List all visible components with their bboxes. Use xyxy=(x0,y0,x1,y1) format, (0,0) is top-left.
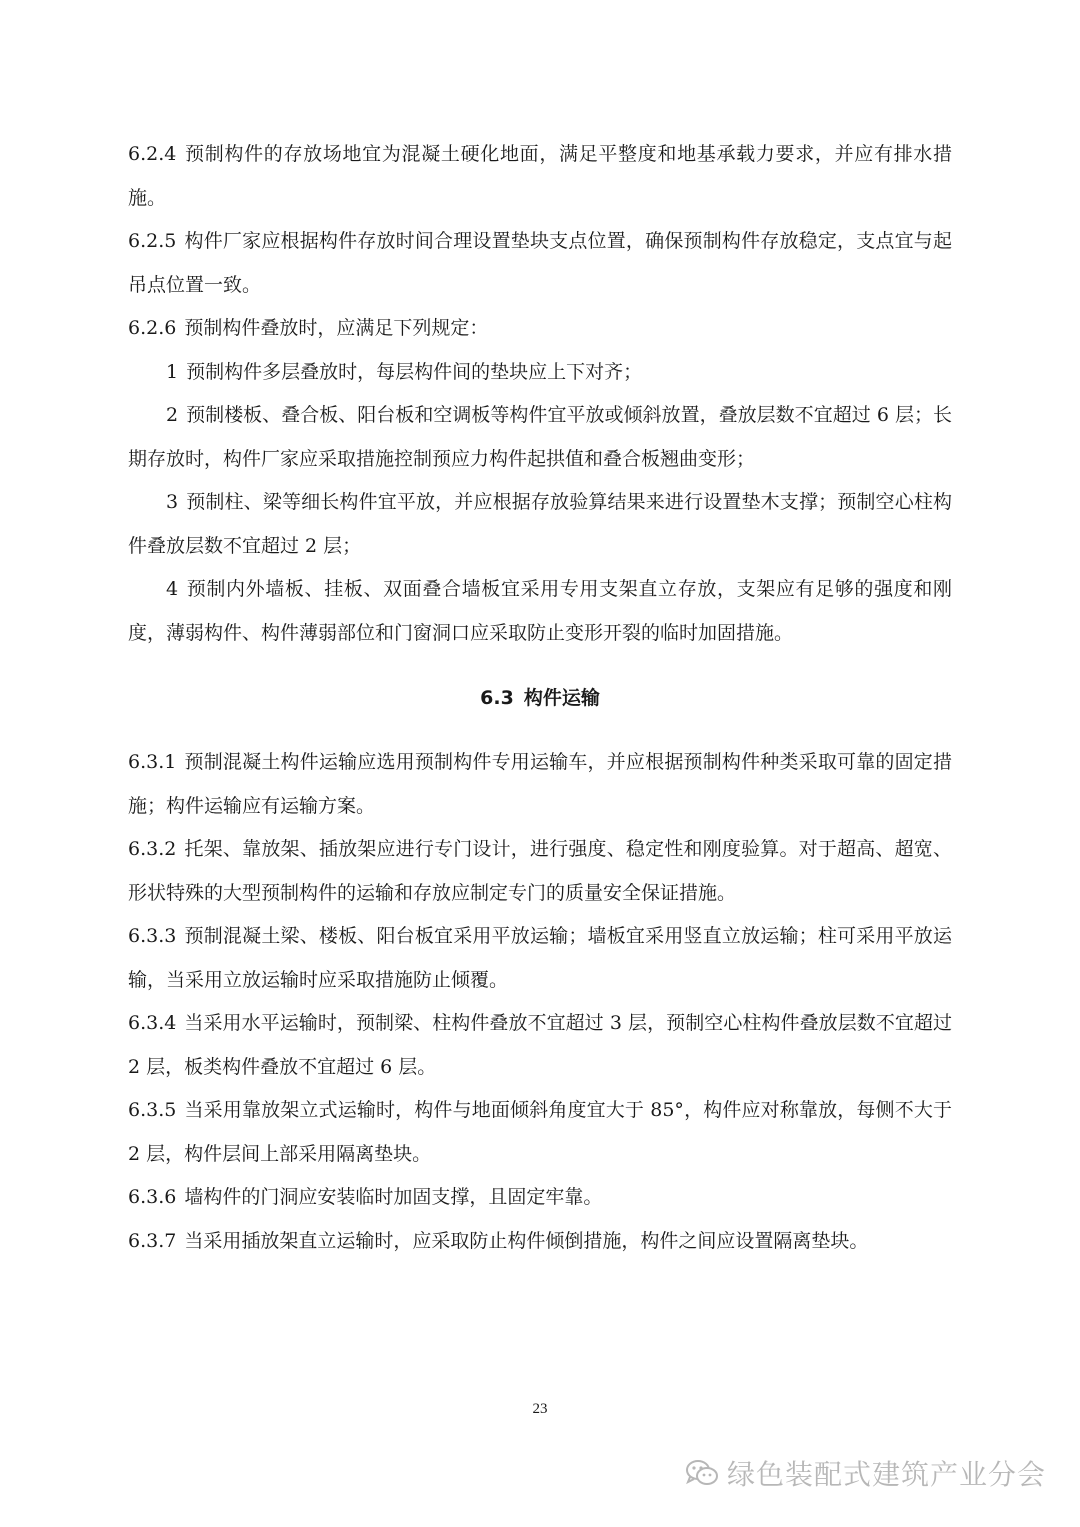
item-number: 4 xyxy=(166,578,179,600)
clause-text: 当采用水平运输时，预制梁、柱构件叠放不宜超过 3 层，预制空心柱构件叠放层数不宜超过 2 层，板类构件叠放不宜超过 6 层。 xyxy=(128,1012,952,1078)
clause-number: 6.3.2 xyxy=(128,838,177,860)
clause-number: 6.2.5 xyxy=(128,230,177,252)
clause-number: 6.3.7 xyxy=(128,1229,177,1252)
clause-text: 墙构件的门洞应安装临时加固支撑，且固定牢靠。 xyxy=(184,1186,603,1208)
document-body xyxy=(128,133,952,1263)
list-item-4 xyxy=(128,568,952,655)
clause-6-3-7 xyxy=(128,1220,952,1264)
clause-6-2-4 xyxy=(128,133,952,220)
clause-number: 6.2.6 xyxy=(128,317,177,339)
section-number: 6.3 xyxy=(480,687,514,709)
item-text: 预制柱、梁等细长构件宜平放，并应根据存放验算结果来进行设置垫木支撑；预制空心柱构件叠放层数不宜超过 2 层； xyxy=(128,491,952,557)
clause-text: 托架、靠放架、插放架应进行专门设计，进行强度、稳定性和刚度验算。对于超高、超宽、形状特殊的大型预制构件的运输和存放应制定专门的质量安全保证措施。 xyxy=(128,838,952,904)
list-item-3 xyxy=(128,481,952,568)
clause-number: 6.2.4 xyxy=(128,143,177,165)
item-text: 预制构件多层叠放时，每层构件间的垫块应上下对齐； xyxy=(186,360,643,383)
watermark-text: 绿色装配式建筑产业分会 xyxy=(726,1458,1046,1491)
list-item-2 xyxy=(128,394,952,481)
clause-number: 6.3.6 xyxy=(128,1186,177,1208)
item-text: 预制楼板、叠合板、阳台板和空调板等构件宜平放或倾斜放置，叠放层数不宜超过 6 层；长期存放时，构件厂家应采取措施控制预应力构件起拱值和叠合板翘曲变形； xyxy=(128,404,952,470)
clause-6-3-6 xyxy=(128,1176,952,1220)
clause-number: 6.3.4 xyxy=(128,1012,177,1034)
item-text: 预制内外墙板、挂板、双面叠合墙板宜采用专用支架直立存放，支架应有足够的强度和刚度，薄弱构件、构件薄弱部位和门窗洞口应采取防止变形开裂的临时加固措施。 xyxy=(128,578,952,644)
item-number: 1 xyxy=(166,360,179,383)
clause-text: 当采用插放架直立运输时，应采取防止构件倾倒措施，构件之间应设置隔离垫块。 xyxy=(184,1229,869,1252)
item-number: 3 xyxy=(166,491,179,513)
clause-text: 预制混凝土梁、楼板、阳台板宜采用平放运输；墙板宜采用竖直立放运输；柱可采用平放运输，当采用立放运输时应采取措施防止倾覆。 xyxy=(128,925,952,991)
clause-6-3-2 xyxy=(128,828,952,915)
clause-6-3-3 xyxy=(128,915,952,1002)
clause-6-3-1 xyxy=(128,741,952,828)
clause-number: 6.3.5 xyxy=(128,1099,177,1121)
clause-6-2-5 xyxy=(128,220,952,307)
page-number: 23 xyxy=(532,1401,548,1417)
clause-6-2-6 xyxy=(128,307,952,351)
clause-6-3-4 xyxy=(128,1002,952,1089)
clause-6-3-5 xyxy=(128,1089,952,1176)
clause-text: 当采用靠放架立式运输时，构件与地面倾斜角度宜大于 85°，构件应对称靠放，每侧不大于 2 层，构件层间上部采用隔离垫块。 xyxy=(128,1099,952,1165)
clause-number: 6.3.3 xyxy=(128,925,177,947)
wechat-icon xyxy=(685,1458,719,1488)
section-heading xyxy=(128,676,952,720)
clause-text: 预制构件的存放场地宜为混凝土硬化地面，满足平整度和地基承载力要求，并应有排水措施。 xyxy=(128,143,952,209)
clause-number: 6.3.1 xyxy=(128,751,177,773)
watermark xyxy=(685,1453,1046,1493)
clause-text: 构件厂家应根据构件存放时间合理设置垫块支点位置，确保预制构件存放稳定，支点宜与起吊点位置一致。 xyxy=(128,230,952,296)
section-title: 构件运输 xyxy=(523,687,600,709)
item-number: 2 xyxy=(166,404,179,426)
clause-text: 预制混凝土构件运输应选用预制构件专用运输车，并应根据预制构件种类采取可靠的固定措施；构件运输应有运输方案。 xyxy=(128,751,952,817)
clause-text: 预制构件叠放时，应满足下列规定： xyxy=(184,317,489,339)
list-item-1 xyxy=(128,351,952,395)
